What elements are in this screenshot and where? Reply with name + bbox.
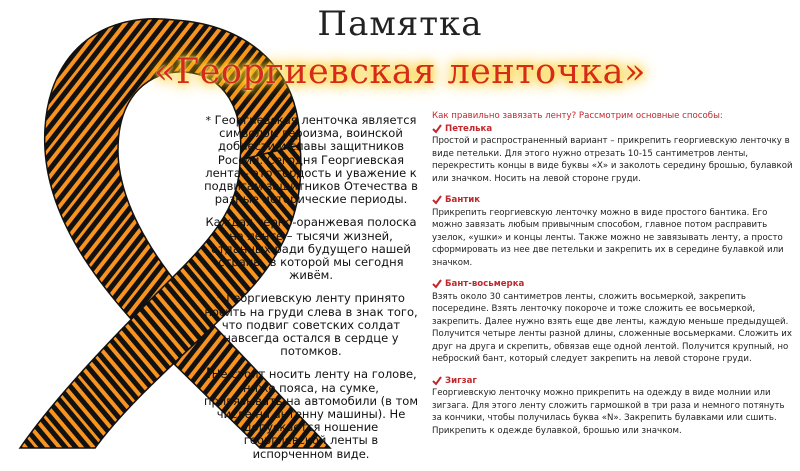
method-bantik [432, 194, 794, 269]
facts-column [202, 114, 420, 471]
method-zigzag [432, 375, 794, 438]
method-text: Прикрепить георгиевскую ленточку можно в виде простого бантика. Его можно завязать любым привычным способом, главное потом расправить узелок, «ушки» и концы ленты. Также можно не завязывать ленту, а просто сформировать из нее две петельки и закрепить их в середине булавкой или значком. [432, 207, 784, 268]
exclamation-marker: ! [205, 366, 212, 383]
method-text: Простой и распространенный вариант – прикрепить георгиевскую ленточку в виде петельки. Для этого нужно отрезать 10-15 сантиметров ленты, перекрестить концы в виде буквы «Х» и заколоть середину брошью, булавкой или значком. Носить на левой стороне груди. [432, 136, 793, 184]
fact-item [202, 216, 420, 282]
guide-intro: Как правильно завязать ленту? Рассмотрим основные способы: [432, 111, 723, 121]
fact-text: Каждая чёрно-оранжевая полоска на ленте – тысячи жизней, отданных ради будущего нашей страны, в которой мы сегодня живём. [205, 215, 417, 283]
method-title-text: Бант-восьмерка [445, 279, 525, 289]
fact-text: Не стоит носить ленту на голове, ниже пояса, на сумке, привязывать на автомобили (в том числе на антенну машины). Не допускается ношение георгиевской ленты в испорченном виде. [203, 367, 418, 461]
method-bant-vosmerka [432, 278, 794, 366]
method-title-text: Петелька [445, 123, 493, 134]
method-text: Георгиевскую ленточку можно прикрепить на одежду в виде молнии или зигзага. Для этого ленту сложить гармошкой в три раза и немного потянуть за кончики, чтобы получилась буква «N». Закрепить булавками или сшить. Прикрепить к одежде булавкой, брошью или значком. [432, 388, 785, 436]
bullet-marker: * [205, 114, 212, 127]
fact-item [202, 114, 420, 206]
method-title-text: Бантик [445, 195, 481, 205]
method-text: Взять около 30 сантиметров ленты, сложить восьмеркой, закрепить посередине. Взять ленточку покороче и тоже сложить ее восьмеркой, закрепить. Далее нужно взять еще две ленты, каждую меньше предыдущей. Получится четыре ленты разной длины, сложенные восьмерками. Сложить их друг на друга и скрепить, обвязав еще одной лентой. Получится крупный, но неброский бант, который следует закрепить на левой стороне груди. [432, 291, 792, 364]
page-title: Памятка [317, 4, 483, 44]
fact-item [202, 292, 420, 358]
check-icon [432, 124, 442, 134]
check-icon [432, 279, 442, 289]
fact-text: Георгиевская ленточка является символом героизма, воинской доблести и славы защитников России. Сегодня Георгиевская лента - это гордость и уважение к подвигам защитников Отечества в разные исторические периоды. [204, 113, 418, 207]
method-petelka [432, 123, 794, 186]
fact-text: Георгиевскую ленту принято носить на груди слева в знак того, что подвиг советских солдат навсегда остался в сердце у потомков. [204, 291, 418, 359]
tying-guide [432, 110, 794, 446]
fact-item-warning [202, 368, 420, 460]
check-icon [432, 376, 442, 386]
method-title-text: Зигзаг [445, 375, 477, 386]
check-icon [432, 195, 442, 205]
page-subtitle: «Георгиевская ленточка» [154, 52, 646, 92]
bullet-marker: * [217, 292, 223, 306]
